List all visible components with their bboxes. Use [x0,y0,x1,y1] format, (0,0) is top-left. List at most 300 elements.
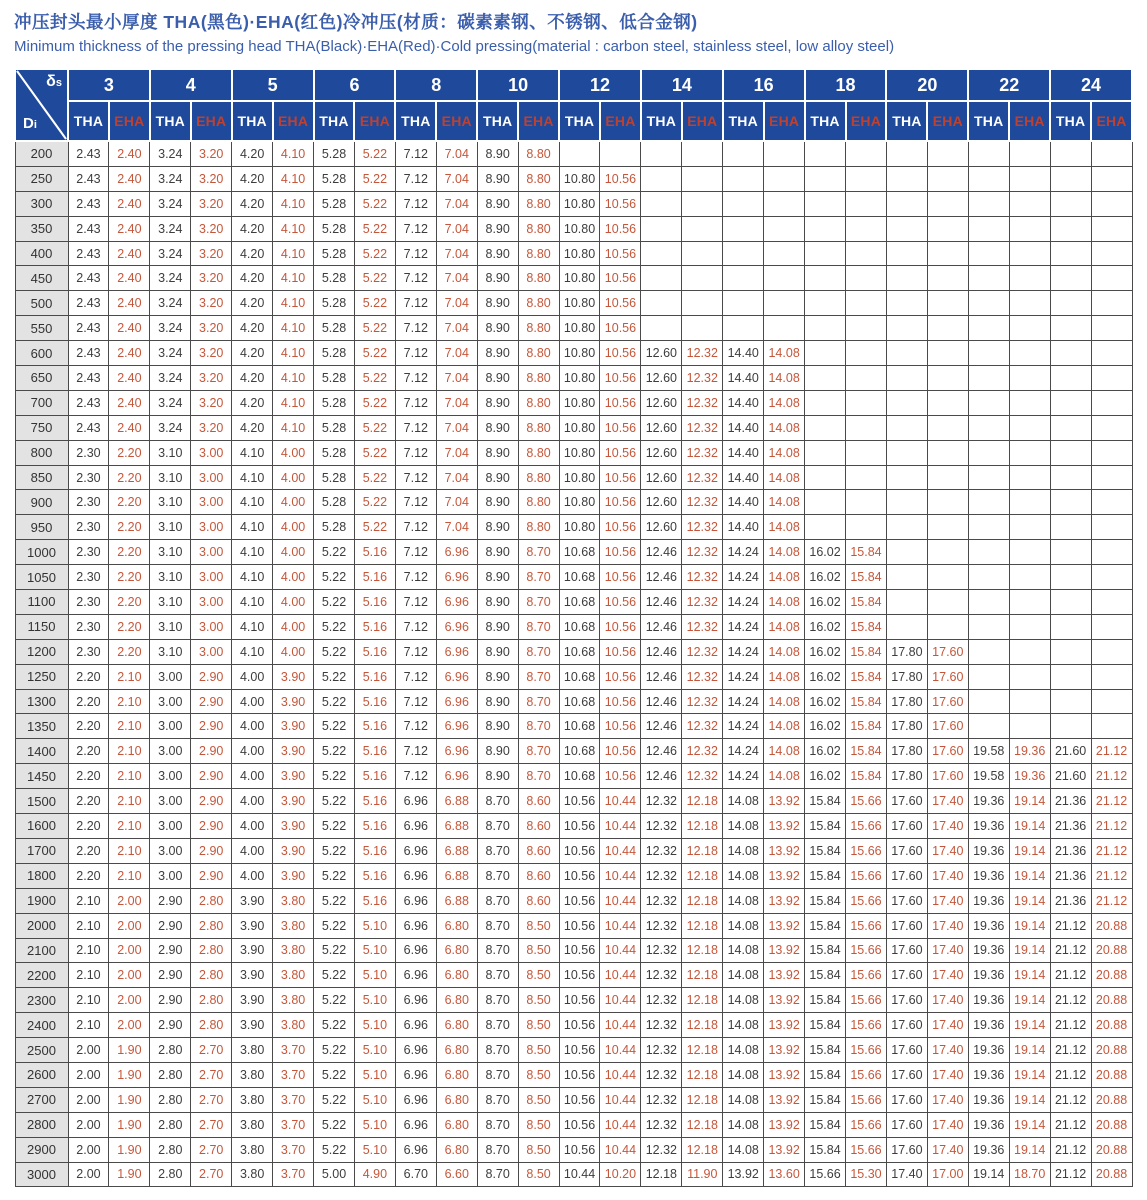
tha-cell: 2.00 [68,1062,109,1087]
eha-cell: 15.84 [846,565,887,590]
table-row [15,764,1132,789]
table-row [15,639,1132,664]
eha-cell: 19.14 [1009,1062,1050,1087]
tha-header-cell: THA [477,101,518,141]
empty-cell [846,291,887,316]
eha-cell: 2.40 [109,216,150,241]
eha-cell: 5.22 [354,366,395,391]
eha-cell: 2.10 [109,664,150,689]
tha-cell: 12.46 [641,739,682,764]
eha-cell: 5.16 [354,789,395,814]
di-cell: 1400 [15,739,68,764]
tha-cell: 21.12 [1050,963,1091,988]
eha-cell: 15.66 [846,888,887,913]
eha-cell: 2.90 [191,714,232,739]
tha-cell: 5.22 [314,863,355,888]
tha-cell: 4.10 [232,614,273,639]
di-cell: 400 [15,241,68,266]
eha-cell: 2.10 [109,714,150,739]
tha-cell: 6.70 [395,1162,436,1187]
tha-cell: 10.68 [559,540,600,565]
tha-cell: 14.08 [723,1038,764,1063]
tha-cell: 2.30 [68,515,109,540]
tha-cell: 19.36 [968,1038,1009,1063]
empty-cell [1050,490,1091,515]
empty-cell [968,465,1009,490]
eha-cell: 2.10 [109,814,150,839]
table-row [15,689,1132,714]
empty-cell [1050,515,1091,540]
table-row [15,1062,1132,1087]
tha-cell: 4.20 [232,191,273,216]
tha-cell: 3.80 [232,1087,273,1112]
eha-cell: 10.56 [600,465,641,490]
eha-cell: 5.22 [354,241,395,266]
table-row [15,1013,1132,1038]
eha-cell: 8.60 [518,789,559,814]
tha-cell: 8.90 [477,291,518,316]
eha-cell: 6.80 [436,1062,477,1087]
tha-cell: 10.56 [559,863,600,888]
eha-cell: 3.20 [191,390,232,415]
empty-cell [886,540,927,565]
tha-cell: 12.60 [641,341,682,366]
eha-cell: 2.10 [109,739,150,764]
empty-cell [886,341,927,366]
tha-cell: 21.36 [1050,888,1091,913]
eha-cell: 6.96 [436,664,477,689]
tha-cell: 10.80 [559,415,600,440]
eha-cell: 5.16 [354,888,395,913]
tha-cell: 14.24 [723,714,764,739]
tha-cell: 8.90 [477,714,518,739]
eha-cell: 15.84 [846,764,887,789]
tha-cell: 12.32 [641,938,682,963]
eha-cell: 15.84 [846,639,887,664]
eha-cell: 5.10 [354,963,395,988]
empty-cell [886,216,927,241]
eha-cell: 3.90 [273,689,314,714]
eha-cell: 12.32 [682,689,723,714]
tha-cell: 8.90 [477,490,518,515]
table-row [15,316,1132,341]
tha-cell: 7.12 [395,166,436,191]
table-row [15,963,1132,988]
table-row [15,241,1132,266]
empty-cell [1050,291,1091,316]
di-cell: 1150 [15,614,68,639]
eha-cell: 6.88 [436,838,477,863]
tha-cell: 5.28 [314,241,355,266]
empty-cell [682,191,723,216]
tha-cell: 10.56 [559,1013,600,1038]
eha-cell: 19.36 [1009,739,1050,764]
eha-cell: 5.16 [354,565,395,590]
eha-cell: 2.40 [109,191,150,216]
empty-cell [886,390,927,415]
eha-cell: 5.10 [354,913,395,938]
eha-cell: 10.44 [600,1062,641,1087]
eha-cell: 5.22 [354,316,395,341]
ds-header-cell: 22 [968,69,1050,101]
empty-cell [1009,490,1050,515]
tha-cell: 19.14 [968,1162,1009,1187]
empty-cell [1009,440,1050,465]
empty-cell [682,266,723,291]
di-cell: 2800 [15,1112,68,1137]
eha-cell: 3.90 [273,814,314,839]
di-cell: 1250 [15,664,68,689]
eha-cell: 19.14 [1009,963,1050,988]
eha-header-cell: EHA [682,101,723,141]
empty-cell [1009,515,1050,540]
eha-cell: 12.32 [682,565,723,590]
eha-cell: 2.10 [109,838,150,863]
table-row [15,863,1132,888]
tha-cell: 14.24 [723,639,764,664]
eha-cell: 14.08 [764,739,805,764]
empty-cell [682,216,723,241]
di-cell: 450 [15,266,68,291]
eha-cell: 12.32 [682,639,723,664]
eha-cell: 3.90 [273,863,314,888]
tha-cell: 3.24 [150,390,191,415]
empty-cell [1091,191,1132,216]
eha-cell: 19.14 [1009,938,1050,963]
tha-cell: 4.20 [232,141,273,166]
eha-cell: 6.80 [436,1112,477,1137]
eha-cell: 10.44 [600,1013,641,1038]
empty-cell [805,465,846,490]
eha-cell: 10.44 [600,1038,641,1063]
empty-cell [1050,316,1091,341]
tha-cell: 19.36 [968,1112,1009,1137]
table-row [15,1087,1132,1112]
eha-cell: 19.36 [1009,764,1050,789]
empty-cell [927,141,968,166]
tha-cell: 2.90 [150,913,191,938]
eha-cell: 3.80 [273,888,314,913]
eha-cell: 2.80 [191,1013,232,1038]
tha-cell: 3.24 [150,366,191,391]
eha-cell: 18.70 [1009,1162,1050,1187]
empty-cell [968,415,1009,440]
eha-cell: 20.88 [1091,1013,1132,1038]
eha-cell: 5.22 [354,266,395,291]
tha-cell: 3.10 [150,540,191,565]
eha-cell: 2.00 [109,1013,150,1038]
tha-cell: 10.80 [559,490,600,515]
tha-cell: 15.84 [805,963,846,988]
eha-cell: 14.08 [764,590,805,615]
empty-cell [927,266,968,291]
table-row [15,590,1132,615]
tha-cell: 14.24 [723,565,764,590]
tha-cell: 5.28 [314,440,355,465]
tha-cell: 21.60 [1050,739,1091,764]
table-row [15,913,1132,938]
tha-cell: 2.20 [68,689,109,714]
eha-cell: 1.90 [109,1038,150,1063]
empty-cell [1091,540,1132,565]
di-cell: 1050 [15,565,68,590]
empty-cell [846,440,887,465]
tha-cell: 12.60 [641,465,682,490]
tha-cell: 21.36 [1050,863,1091,888]
empty-cell [805,291,846,316]
empty-cell [1050,689,1091,714]
tha-cell: 19.36 [968,988,1009,1013]
eha-header-cell: EHA [846,101,887,141]
eha-cell: 2.40 [109,316,150,341]
tha-cell: 16.02 [805,689,846,714]
empty-cell [723,241,764,266]
eha-cell: 2.10 [109,764,150,789]
tha-cell: 17.60 [886,1038,927,1063]
eha-cell: 3.20 [191,316,232,341]
eha-cell: 3.00 [191,515,232,540]
tha-cell: 12.60 [641,366,682,391]
di-cell: 500 [15,291,68,316]
eha-cell: 10.56 [600,565,641,590]
empty-cell [968,490,1009,515]
empty-cell [1091,341,1132,366]
eha-cell: 12.18 [682,1013,723,1038]
eha-cell: 2.40 [109,341,150,366]
tha-cell: 12.46 [641,764,682,789]
empty-cell [805,440,846,465]
eha-cell: 10.44 [600,888,641,913]
eha-cell: 13.92 [764,1112,805,1137]
eha-cell: 8.70 [518,689,559,714]
tha-cell: 3.90 [232,963,273,988]
tha-cell: 19.36 [968,913,1009,938]
eha-header-cell: EHA [273,101,314,141]
tha-header-cell: THA [68,101,109,141]
thickness-table [14,68,1133,1187]
eha-cell: 10.56 [600,590,641,615]
tha-cell: 5.22 [314,590,355,615]
tha-cell: 5.22 [314,1038,355,1063]
eha-cell: 7.04 [436,266,477,291]
tha-cell: 17.60 [886,789,927,814]
eha-cell: 2.90 [191,739,232,764]
empty-cell [1091,266,1132,291]
tha-cell: 12.46 [641,664,682,689]
tha-cell: 5.28 [314,490,355,515]
empty-cell [805,515,846,540]
eha-cell: 17.40 [927,1013,968,1038]
empty-cell [1050,714,1091,739]
tha-cell: 7.12 [395,465,436,490]
eha-cell: 12.32 [682,764,723,789]
empty-cell [1091,664,1132,689]
tha-cell: 4.20 [232,291,273,316]
empty-cell [968,689,1009,714]
table-row [15,1038,1132,1063]
eha-cell: 3.80 [273,1013,314,1038]
eha-cell: 10.56 [600,714,641,739]
tha-cell: 2.43 [68,141,109,166]
table-row [15,490,1132,515]
tha-cell: 7.12 [395,341,436,366]
tha-cell: 2.10 [68,1013,109,1038]
eha-cell: 8.70 [518,739,559,764]
eha-cell: 17.40 [927,988,968,1013]
empty-cell [1009,216,1050,241]
eha-cell: 14.08 [764,341,805,366]
tha-cell: 8.90 [477,614,518,639]
tha-cell: 14.08 [723,838,764,863]
tha-cell: 4.00 [232,814,273,839]
empty-cell [846,191,887,216]
di-cell: 1450 [15,764,68,789]
eha-cell: 8.70 [518,664,559,689]
empty-cell [968,316,1009,341]
tha-cell: 2.43 [68,266,109,291]
eha-cell: 5.16 [354,714,395,739]
eha-cell: 12.18 [682,838,723,863]
eha-cell: 10.44 [600,963,641,988]
tha-cell: 3.24 [150,141,191,166]
eha-cell: 3.90 [273,739,314,764]
eha-cell: 2.20 [109,540,150,565]
eha-cell: 3.20 [191,266,232,291]
eha-cell: 2.00 [109,913,150,938]
tha-cell: 2.30 [68,639,109,664]
tha-cell: 19.58 [968,739,1009,764]
tha-cell: 17.80 [886,739,927,764]
eha-cell: 12.32 [682,341,723,366]
eha-cell: 5.22 [354,440,395,465]
eha-cell: 8.80 [518,216,559,241]
tha-cell: 21.12 [1050,1137,1091,1162]
tha-cell: 14.08 [723,1062,764,1087]
empty-cell [723,316,764,341]
eha-cell: 5.22 [354,216,395,241]
tha-cell: 14.08 [723,814,764,839]
tha-cell: 2.80 [150,1062,191,1087]
tha-cell: 10.68 [559,590,600,615]
tha-cell: 17.60 [886,988,927,1013]
tha-cell: 17.60 [886,838,927,863]
eha-cell: 5.22 [354,415,395,440]
tha-cell: 5.28 [314,465,355,490]
eha-cell: 4.10 [273,191,314,216]
tha-cell: 3.00 [150,689,191,714]
tha-cell: 5.28 [314,341,355,366]
tha-cell: 7.12 [395,764,436,789]
tha-cell: 17.60 [886,913,927,938]
tha-cell: 4.20 [232,241,273,266]
eha-cell: 3.20 [191,291,232,316]
tha-cell: 13.92 [723,1162,764,1187]
eha-cell: 8.80 [518,291,559,316]
eha-cell: 4.10 [273,141,314,166]
eha-cell: 15.66 [846,938,887,963]
eha-cell: 10.56 [600,664,641,689]
eha-cell: 5.22 [354,341,395,366]
eha-cell: 12.18 [682,1087,723,1112]
eha-cell: 6.80 [436,1137,477,1162]
tha-cell: 4.00 [232,664,273,689]
eha-cell: 10.44 [600,1112,641,1137]
tha-cell: 10.56 [559,888,600,913]
eha-cell: 6.80 [436,1038,477,1063]
eha-cell: 7.04 [436,490,477,515]
eha-cell: 4.10 [273,316,314,341]
di-cell: 750 [15,415,68,440]
di-cell: 2400 [15,1013,68,1038]
empty-cell [1091,415,1132,440]
eha-header-cell: EHA [1091,101,1132,141]
tha-cell: 10.80 [559,465,600,490]
tha-cell: 3.00 [150,764,191,789]
eha-cell: 8.80 [518,191,559,216]
tha-cell: 5.22 [314,1137,355,1162]
eha-cell: 5.22 [354,515,395,540]
empty-cell [846,465,887,490]
tha-cell: 4.20 [232,366,273,391]
tha-cell: 3.00 [150,739,191,764]
di-cell: 950 [15,515,68,540]
table-header [15,69,1132,141]
empty-cell [682,291,723,316]
tha-cell: 19.36 [968,863,1009,888]
tha-cell: 6.96 [395,863,436,888]
tha-cell: 10.80 [559,440,600,465]
ds-header-cell: 8 [395,69,477,101]
tha-cell: 10.68 [559,565,600,590]
table-row [15,614,1132,639]
tha-cell: 19.36 [968,888,1009,913]
tha-cell: 3.00 [150,789,191,814]
empty-cell [886,191,927,216]
eha-cell: 6.96 [436,590,477,615]
empty-cell [927,565,968,590]
tha-cell: 16.02 [805,540,846,565]
empty-cell [1091,689,1132,714]
tha-cell: 8.90 [477,440,518,465]
tha-cell: 5.22 [314,714,355,739]
tha-header-cell: THA [314,101,355,141]
eha-cell: 14.08 [764,415,805,440]
eha-cell: 4.00 [273,639,314,664]
tha-cell: 7.12 [395,415,436,440]
tha-cell: 15.84 [805,838,846,863]
eha-cell: 7.04 [436,341,477,366]
eha-header-cell: EHA [436,101,477,141]
eha-cell: 17.60 [927,689,968,714]
empty-cell [805,216,846,241]
table-row [15,540,1132,565]
tha-cell: 14.24 [723,540,764,565]
table-row [15,216,1132,241]
eha-cell: 21.12 [1091,789,1132,814]
eha-cell: 6.88 [436,789,477,814]
tha-cell: 5.22 [314,814,355,839]
tha-cell: 10.56 [559,1062,600,1087]
empty-cell [846,415,887,440]
empty-cell [764,316,805,341]
di-cell: 800 [15,440,68,465]
tha-cell: 12.32 [641,863,682,888]
tha-cell: 7.12 [395,565,436,590]
tha-cell: 8.90 [477,764,518,789]
tha-cell: 2.30 [68,565,109,590]
tha-cell: 15.84 [805,789,846,814]
eha-cell: 10.56 [600,689,641,714]
